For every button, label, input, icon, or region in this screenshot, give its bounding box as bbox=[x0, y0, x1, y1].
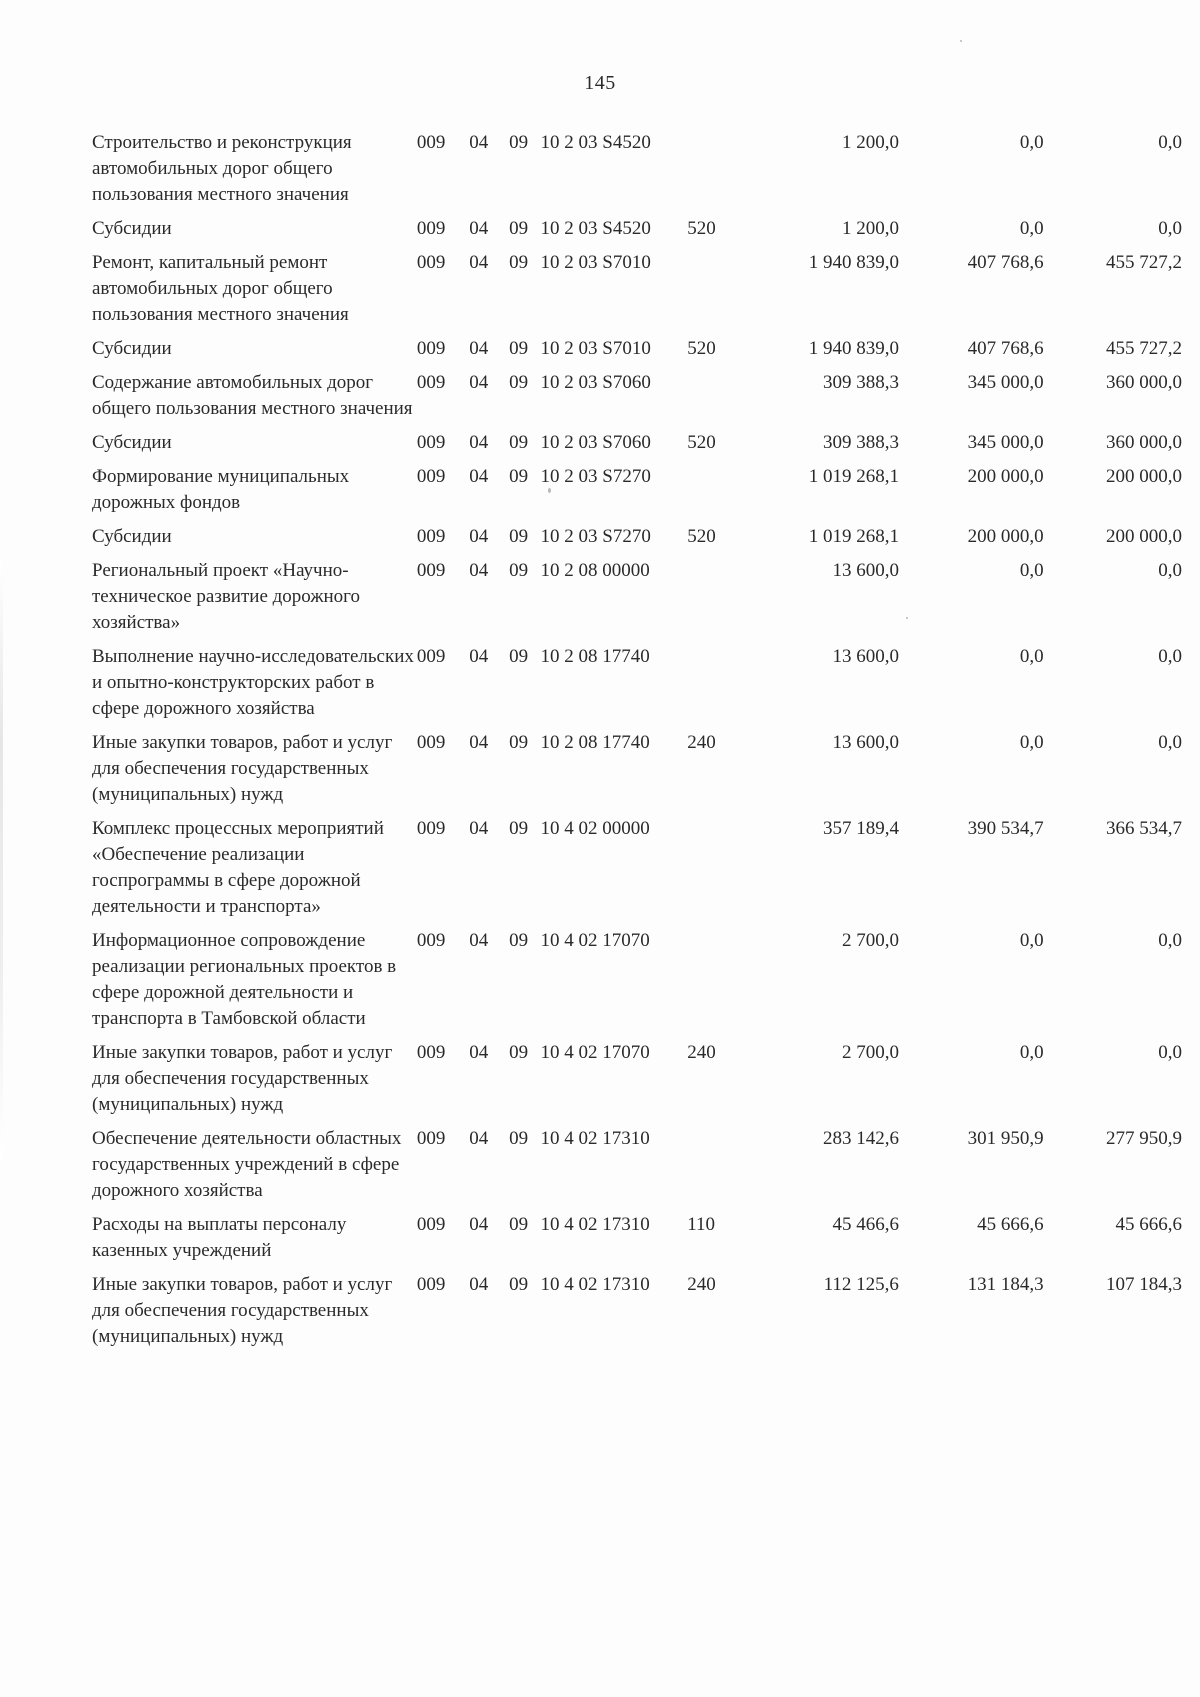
target-article-code: 10 2 03 S7270 bbox=[540, 466, 651, 487]
ministry-code: 009 bbox=[416, 732, 446, 753]
table-row bbox=[92, 464, 1182, 524]
amount-year-3: 0,0 bbox=[1158, 1042, 1182, 1063]
section-code: 04 bbox=[469, 526, 489, 547]
section-code: 04 bbox=[469, 132, 489, 153]
row-name: Субсидии bbox=[92, 526, 172, 547]
subsection-code: 09 bbox=[509, 1214, 529, 1235]
subsection-code: 09 bbox=[509, 526, 529, 547]
amount-year-2: 0,0 bbox=[1019, 132, 1044, 153]
amount-year-2: 407 768,6 bbox=[967, 338, 1044, 359]
amount-year-3: 0,0 bbox=[1158, 930, 1182, 951]
subsection-code: 09 bbox=[509, 1042, 529, 1063]
amount-year-3: 455 727,2 bbox=[1106, 252, 1182, 273]
ministry-code: 009 bbox=[416, 338, 446, 359]
amount-year-3: 200 000,0 bbox=[1106, 466, 1182, 487]
amount-year-2: 0,0 bbox=[1019, 560, 1044, 581]
amount-year-1: 309 388,3 bbox=[822, 372, 899, 393]
table-row bbox=[92, 430, 1182, 464]
target-article-code: 10 2 08 17740 bbox=[540, 732, 650, 753]
target-article-code: 10 2 03 S7010 bbox=[540, 338, 651, 359]
amount-year-1: 1 200,0 bbox=[841, 218, 899, 239]
amount-year-2: 200 000,0 bbox=[967, 466, 1044, 487]
section-code: 04 bbox=[469, 466, 489, 487]
expense-type-code: 240 bbox=[687, 732, 716, 753]
row-name: Комплекс процессных мероприятий «Обеспечение реализации госпрограммы в сфере дорожной деятельности и транспорта» bbox=[92, 818, 384, 917]
row-name: Содержание автомобильных дорог общего пользования местного значения bbox=[92, 372, 413, 419]
section-code: 04 bbox=[469, 338, 489, 359]
amount-year-2: 0,0 bbox=[1019, 930, 1044, 951]
scan-speck bbox=[960, 40, 962, 42]
subsection-code: 09 bbox=[509, 732, 529, 753]
target-article-code: 10 2 03 S4520 bbox=[540, 218, 651, 239]
table-row bbox=[92, 1040, 1182, 1126]
table-row bbox=[92, 1272, 1182, 1358]
amount-year-1: 309 388,3 bbox=[822, 432, 899, 453]
amount-year-3: 107 184,3 bbox=[1106, 1274, 1182, 1295]
ministry-code: 009 bbox=[416, 252, 446, 273]
target-article-code: 10 4 02 17310 bbox=[540, 1128, 650, 1149]
table-row bbox=[92, 730, 1182, 816]
subsection-code: 09 bbox=[509, 1128, 529, 1149]
amount-year-1: 1 019 268,1 bbox=[808, 526, 899, 547]
expense-type-code bbox=[687, 928, 750, 1040]
table-row bbox=[92, 928, 1182, 1040]
amount-year-3: 0,0 bbox=[1158, 646, 1182, 667]
table-row bbox=[92, 216, 1182, 250]
expense-type-code: 520 bbox=[687, 338, 716, 359]
ministry-code: 009 bbox=[416, 218, 446, 239]
ministry-code: 009 bbox=[416, 132, 446, 153]
section-code: 04 bbox=[469, 1214, 489, 1235]
target-article-code: 10 2 03 S7270 bbox=[540, 526, 651, 547]
subsection-code: 09 bbox=[509, 560, 529, 581]
table-row bbox=[92, 524, 1182, 558]
row-name: Субсидии bbox=[92, 432, 172, 453]
expense-type-code bbox=[687, 816, 750, 928]
amount-year-2: 131 184,3 bbox=[967, 1274, 1044, 1295]
expense-type-code: 240 bbox=[687, 1274, 716, 1295]
target-article-code: 10 4 02 00000 bbox=[540, 818, 650, 839]
amount-year-3: 366 534,7 bbox=[1106, 818, 1182, 839]
subsection-code: 09 bbox=[509, 132, 529, 153]
amount-year-3: 360 000,0 bbox=[1106, 432, 1182, 453]
table-row bbox=[92, 130, 1182, 216]
section-code: 04 bbox=[469, 1274, 489, 1295]
amount-year-3: 455 727,2 bbox=[1106, 338, 1182, 359]
table-row bbox=[92, 558, 1182, 644]
expense-type-code: 240 bbox=[687, 1042, 716, 1063]
ministry-code: 009 bbox=[416, 432, 446, 453]
row-name: Строительство и реконструкция автомобильных дорог общего пользования местного значения bbox=[92, 132, 352, 205]
expense-type-code bbox=[687, 250, 750, 336]
amount-year-3: 45 666,6 bbox=[1115, 1214, 1182, 1235]
amount-year-2: 200 000,0 bbox=[967, 526, 1044, 547]
row-name: Региональный проект «Научно-техническое развитие дорожного хозяйства» bbox=[92, 560, 360, 633]
subsection-code: 09 bbox=[509, 252, 529, 273]
row-name: Субсидии bbox=[92, 218, 172, 239]
subsection-code: 09 bbox=[509, 218, 529, 239]
expense-type-code: 520 bbox=[687, 432, 716, 453]
ministry-code: 009 bbox=[416, 1042, 446, 1063]
ministry-code: 009 bbox=[416, 1214, 446, 1235]
amount-year-3: 0,0 bbox=[1158, 560, 1182, 581]
expense-type-code bbox=[687, 558, 750, 644]
ministry-code: 009 bbox=[416, 646, 446, 667]
expense-type-code: 520 bbox=[687, 218, 716, 239]
amount-year-1: 1 019 268,1 bbox=[808, 466, 899, 487]
amount-year-3: 277 950,9 bbox=[1106, 1128, 1182, 1149]
target-article-code: 10 2 03 S7010 bbox=[540, 252, 651, 273]
budget-table bbox=[92, 130, 1182, 1358]
target-article-code: 10 4 02 17310 bbox=[540, 1214, 650, 1235]
amount-year-3: 0,0 bbox=[1158, 132, 1182, 153]
budget-table-body bbox=[92, 130, 1182, 1358]
target-article-code: 10 2 03 S7060 bbox=[540, 372, 651, 393]
section-code: 04 bbox=[469, 560, 489, 581]
amount-year-3: 0,0 bbox=[1158, 732, 1182, 753]
target-article-code: 10 4 02 17310 bbox=[540, 1274, 650, 1295]
amount-year-1: 45 466,6 bbox=[832, 1214, 899, 1235]
ministry-code: 009 bbox=[416, 818, 446, 839]
subsection-code: 09 bbox=[509, 646, 529, 667]
row-name: Иные закупки товаров, работ и услуг для обеспечения государственных (муниципальных) нужд bbox=[92, 1042, 393, 1115]
row-name: Ремонт, капитальный ремонт автомобильных дорог общего пользования местного значения bbox=[92, 252, 349, 325]
ministry-code: 009 bbox=[416, 930, 446, 951]
subsection-code: 09 bbox=[509, 338, 529, 359]
expense-type-code: 110 bbox=[687, 1214, 716, 1235]
amount-year-1: 2 700,0 bbox=[841, 930, 899, 951]
subsection-code: 09 bbox=[509, 372, 529, 393]
amount-year-2: 345 000,0 bbox=[967, 432, 1044, 453]
section-code: 04 bbox=[469, 1042, 489, 1063]
expense-type-code bbox=[687, 130, 750, 216]
row-name: Обеспечение деятельности областных государственных учреждений в сфере дорожного хозяйства bbox=[92, 1128, 402, 1201]
target-article-code: 10 2 03 S4520 bbox=[540, 132, 651, 153]
ministry-code: 009 bbox=[416, 560, 446, 581]
table-row bbox=[92, 1212, 1182, 1272]
table-row bbox=[92, 336, 1182, 370]
amount-year-3: 360 000,0 bbox=[1106, 372, 1182, 393]
section-code: 04 bbox=[469, 252, 489, 273]
row-name: Формирование муниципальных дорожных фондов bbox=[92, 466, 350, 513]
expense-type-code bbox=[687, 370, 750, 430]
table-row bbox=[92, 816, 1182, 928]
amount-year-1: 112 125,6 bbox=[823, 1274, 899, 1295]
amount-year-2: 0,0 bbox=[1019, 646, 1044, 667]
amount-year-1: 13 600,0 bbox=[832, 732, 899, 753]
target-article-code: 10 4 02 17070 bbox=[540, 1042, 650, 1063]
expense-type-code bbox=[687, 1126, 750, 1212]
table-row bbox=[92, 250, 1182, 336]
amount-year-1: 1 200,0 bbox=[841, 132, 899, 153]
amount-year-2: 407 768,6 bbox=[967, 252, 1044, 273]
section-code: 04 bbox=[469, 372, 489, 393]
section-code: 04 bbox=[469, 218, 489, 239]
amount-year-2: 345 000,0 bbox=[967, 372, 1044, 393]
table-row bbox=[92, 1126, 1182, 1212]
subsection-code: 09 bbox=[509, 1274, 529, 1295]
section-code: 04 bbox=[469, 646, 489, 667]
target-article-code: 10 4 02 17070 bbox=[540, 930, 650, 951]
subsection-code: 09 bbox=[509, 432, 529, 453]
section-code: 04 bbox=[469, 432, 489, 453]
row-name: Иные закупки товаров, работ и услуг для обеспечения государственных (муниципальных) нужд bbox=[92, 732, 393, 805]
amount-year-2: 390 534,7 bbox=[967, 818, 1044, 839]
amount-year-2: 45 666,6 bbox=[977, 1214, 1044, 1235]
amount-year-3: 0,0 bbox=[1158, 218, 1182, 239]
section-code: 04 bbox=[469, 818, 489, 839]
expense-type-code bbox=[687, 644, 750, 730]
amount-year-1: 283 142,6 bbox=[822, 1128, 899, 1149]
row-name: Субсидии bbox=[92, 338, 172, 359]
row-name: Иные закупки товаров, работ и услуг для обеспечения государственных (муниципальных) нужд bbox=[92, 1274, 393, 1347]
amount-year-1: 357 189,4 bbox=[822, 818, 899, 839]
amount-year-2: 0,0 bbox=[1019, 732, 1044, 753]
target-article-code: 10 2 08 17740 bbox=[540, 646, 650, 667]
row-name: Выполнение научно-исследовательских и опытно-конструкторских работ в сфере дорожного хозяйства bbox=[92, 646, 414, 719]
ministry-code: 009 bbox=[416, 526, 446, 547]
section-code: 04 bbox=[469, 930, 489, 951]
target-article-code: 10 2 08 00000 bbox=[540, 560, 650, 581]
amount-year-2: 0,0 bbox=[1019, 1042, 1044, 1063]
amount-year-2: 301 950,9 bbox=[967, 1128, 1044, 1149]
target-article-code: 10 2 03 S7060 bbox=[540, 432, 651, 453]
ministry-code: 009 bbox=[416, 1274, 446, 1295]
subsection-code: 09 bbox=[509, 818, 529, 839]
ministry-code: 009 bbox=[416, 466, 446, 487]
expense-type-code bbox=[687, 464, 750, 524]
ministry-code: 009 bbox=[416, 372, 446, 393]
expense-type-code: 520 bbox=[687, 526, 716, 547]
amount-year-3: 200 000,0 bbox=[1106, 526, 1182, 547]
subsection-code: 09 bbox=[509, 930, 529, 951]
amount-year-1: 13 600,0 bbox=[832, 560, 899, 581]
table-row bbox=[92, 370, 1182, 430]
amount-year-1: 1 940 839,0 bbox=[808, 338, 899, 359]
row-name: Информационное сопровождение реализации региональных проектов в сфере дорожной деятельности и транспорта в Тамбовской области bbox=[92, 930, 397, 1029]
amount-year-1: 13 600,0 bbox=[832, 646, 899, 667]
amount-year-2: 0,0 bbox=[1019, 218, 1044, 239]
ministry-code: 009 bbox=[416, 1128, 446, 1149]
row-name: Расходы на выплаты персоналу казенных учреждений bbox=[92, 1214, 347, 1261]
amount-year-1: 2 700,0 bbox=[841, 1042, 899, 1063]
subsection-code: 09 bbox=[509, 466, 529, 487]
amount-year-1: 1 940 839,0 bbox=[808, 252, 899, 273]
section-code: 04 bbox=[469, 732, 489, 753]
table-row bbox=[92, 644, 1182, 730]
scan-margin-shadow bbox=[0, 560, 3, 1160]
section-code: 04 bbox=[469, 1128, 489, 1149]
page-number: 145 bbox=[584, 72, 616, 94]
